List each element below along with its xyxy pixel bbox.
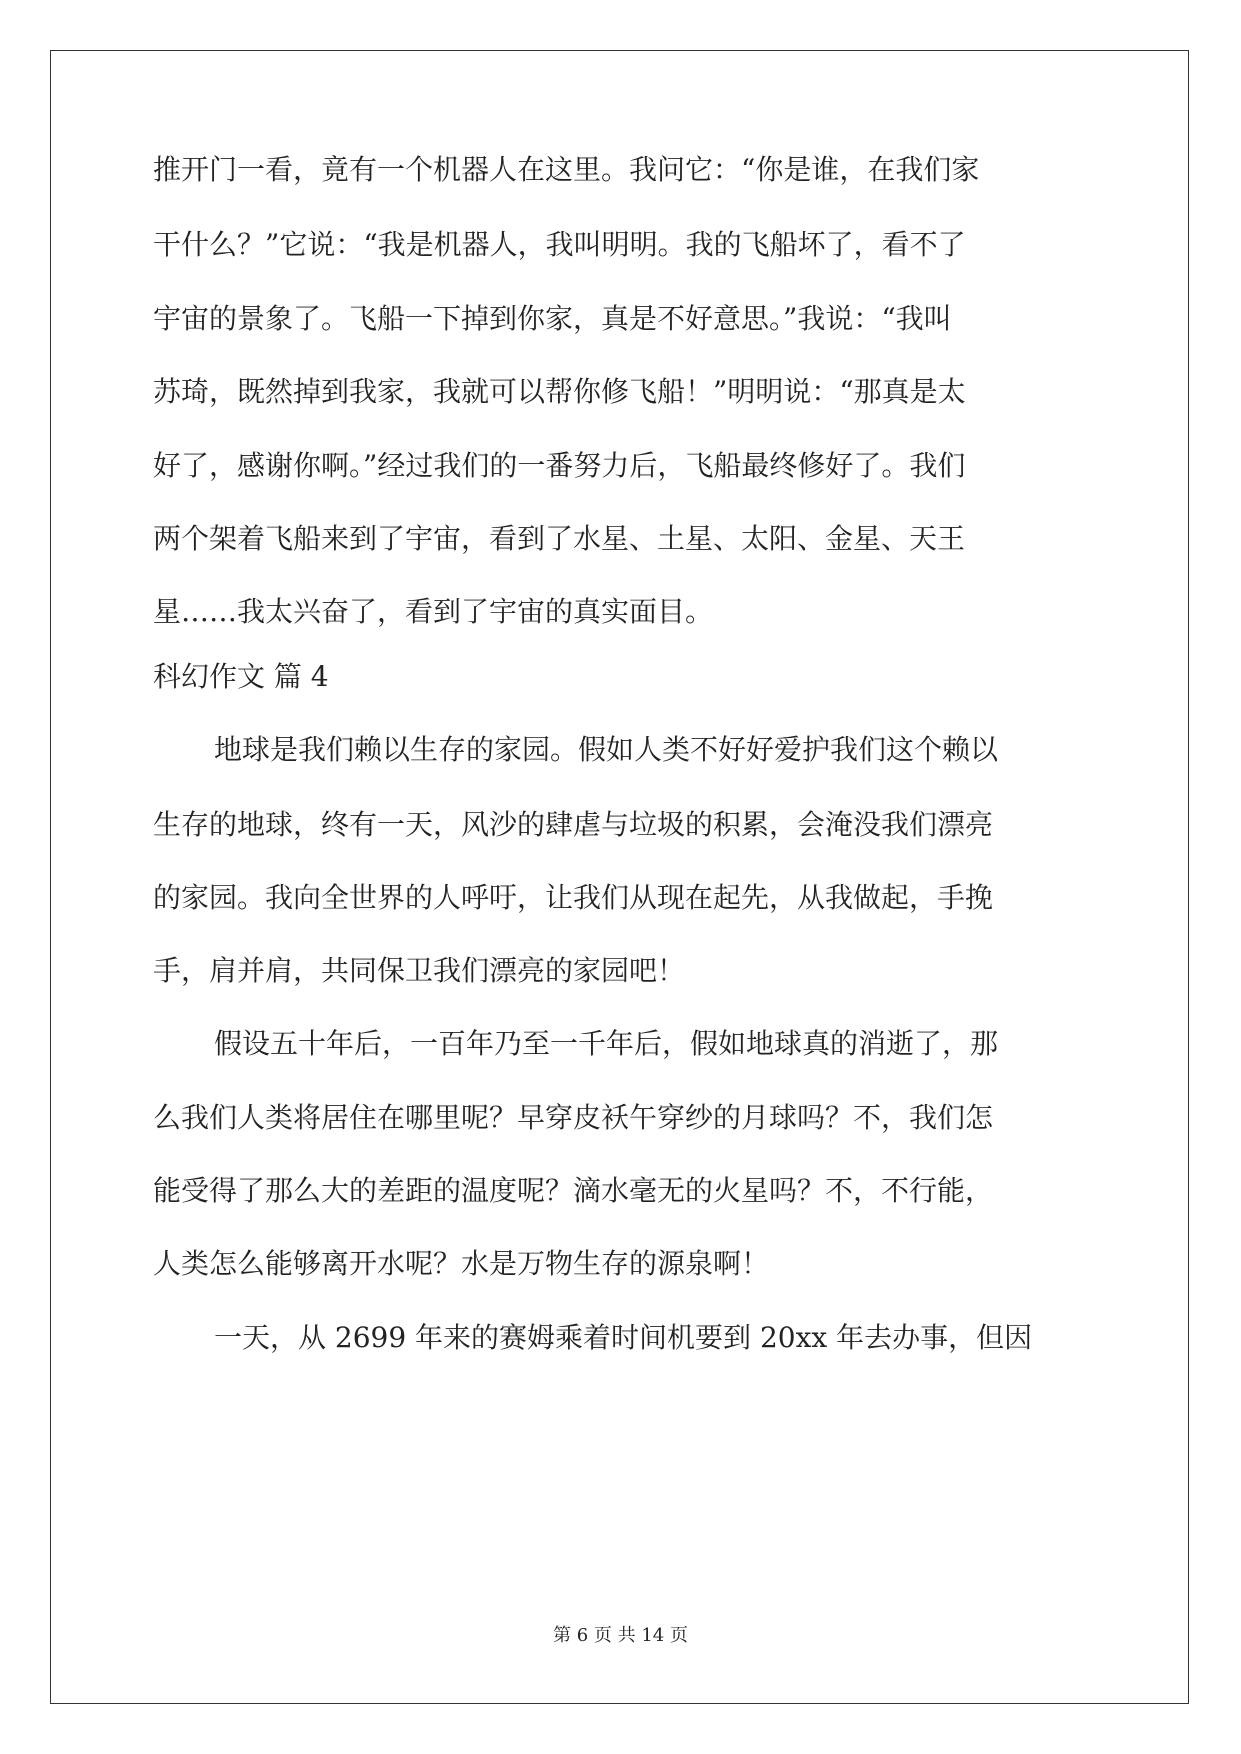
text-line: 的家园。我向全世界的人呼吁，让我们从现在起先，从我做起，手挽 bbox=[153, 881, 994, 914]
text-line: 两个架着飞船来到了宇宙，看到了水星、土星、太阳、金星、天王 bbox=[153, 522, 966, 555]
text-line: 生存的地球，终有一天，风沙的肆虐与垃圾的积累，会淹没我们漂亮 bbox=[153, 808, 994, 841]
text-line: 么我们人类将居住在哪里呢？早穿皮袄午穿纱的月球吗？不，我们怎 bbox=[153, 1101, 994, 1134]
text-line: 能受得了那么大的差距的温度呢？滴水毫无的火星吗？不，不行能， bbox=[153, 1174, 994, 1207]
text-line: 人类怎么能够离开水呢？水是万物生存的源泉啊！ bbox=[153, 1247, 770, 1280]
text-line: 好了，感谢你啊。”经过我们的一番努力后，飞船最终修好了。我们 bbox=[153, 449, 966, 482]
text-line: 干什么？”它说：“我是机器人，我叫明明。我的飞船坏了，看不了 bbox=[153, 228, 966, 261]
section-heading: 科幻作文 篇 4 bbox=[153, 660, 329, 693]
text-line: 手，肩并肩，共同保卫我们漂亮的家园吧！ bbox=[153, 954, 686, 987]
text-line: 苏琦，既然掉到我家，我就可以帮你修飞船！”明明说：“那真是太 bbox=[153, 375, 966, 408]
text-line: 假设五十年后，一百年乃至一千年后，假如地球真的消逝了，那 bbox=[214, 1027, 999, 1060]
text-line: 星……我太兴奋了，看到了宇宙的真实面目。 bbox=[153, 595, 714, 628]
text-line: 宇宙的景象了。飞船一下掉到你家，真是不好意思。”我说：“我叫 bbox=[153, 302, 952, 335]
text-line: 一天，从 2699 年来的赛姆乘着时间机要到 20xx 年去办事，但因 bbox=[214, 1321, 1033, 1354]
page-number-footer: 第 6 页 共 14 页 bbox=[553, 1625, 688, 1646]
text-line: 地球是我们赖以生存的家园。假如人类不好好爱护我们这个赖以 bbox=[214, 733, 999, 766]
text-line: 推开门一看，竟有一个机器人在这里。我问它：“你是谁，在我们家 bbox=[153, 153, 980, 186]
